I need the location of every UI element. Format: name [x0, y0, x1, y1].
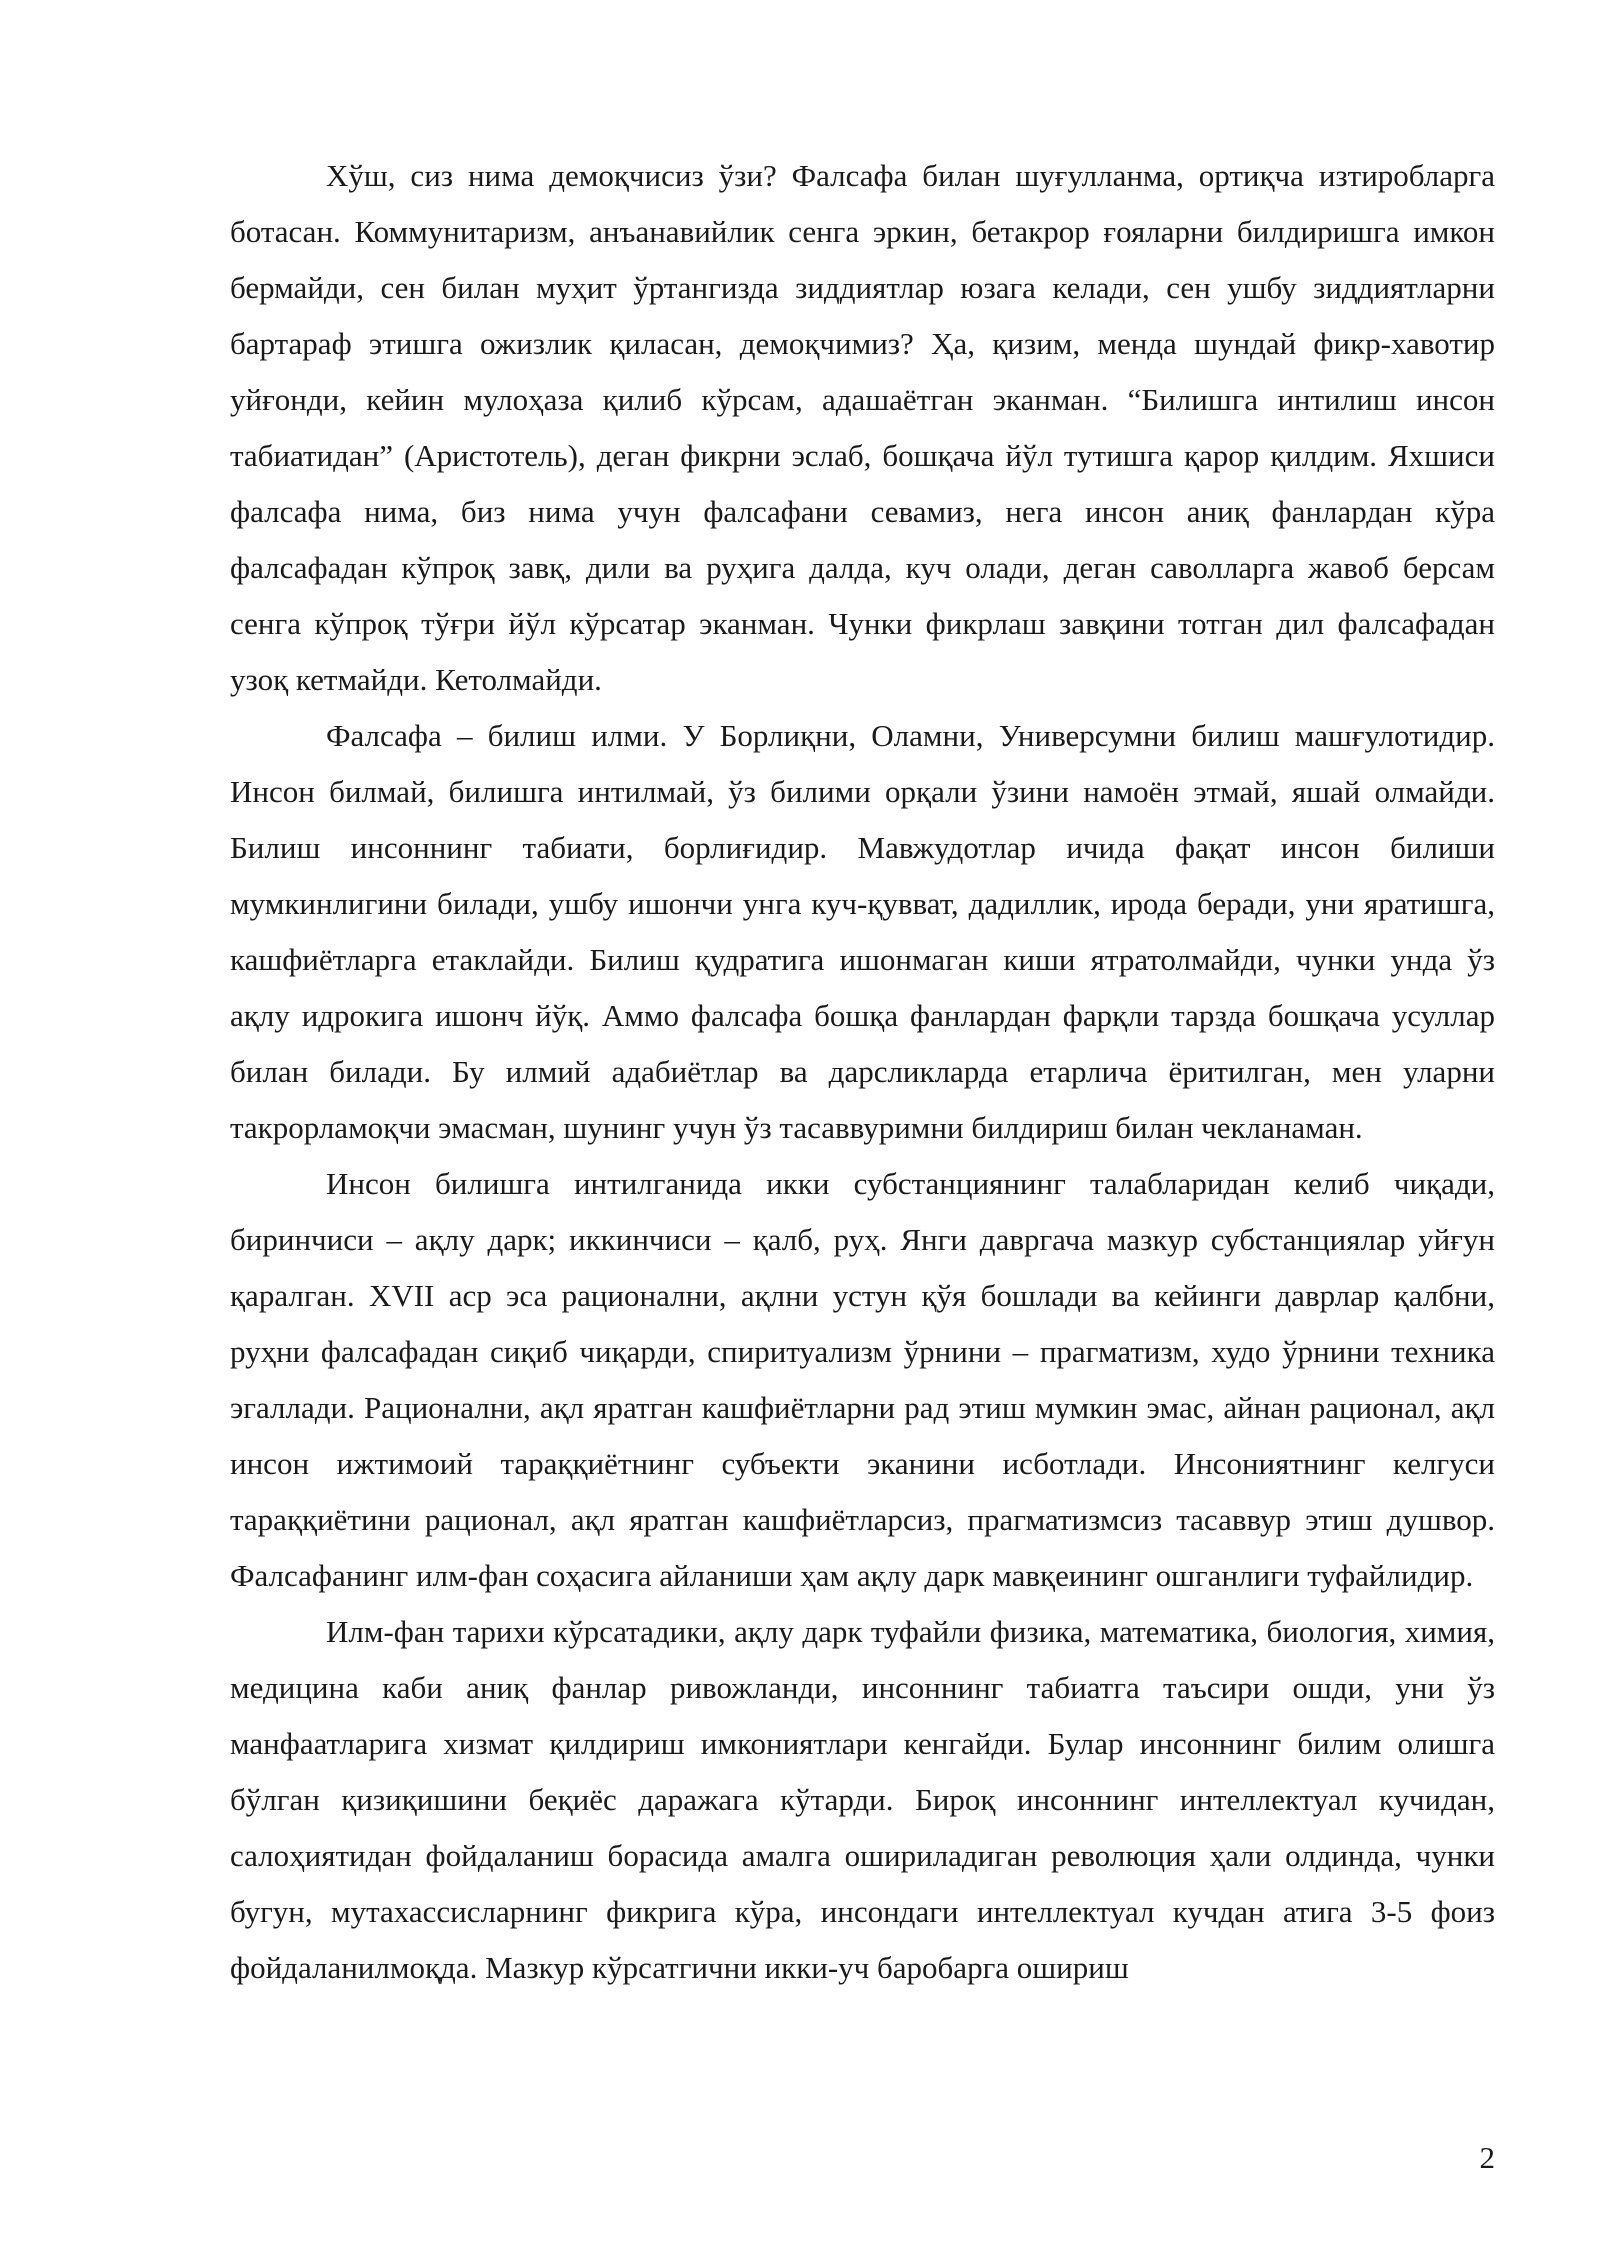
page-number: 2 [1479, 2140, 1495, 2175]
paragraph-3: Инсон билишга интилганида икки субстанциянинг талабларидан келиб чиқади, биринчиси – ақлу дарк; иккинчиси – қалб, руҳ. Янги давргача мазкур субстанциялар уйғун қаралган. XVII аср эса рационални, ақлни устун қўя бошлади ва кейинги даврлар қалбни, руҳни фалсафадан сиқиб чиқарди, спиритуализм ўрнини – прагматизм, худо ўрнини техника эгаллади. Рационални, ақл яратган кашфиётларни рад этиш мумкин эмас, айнан рационал, ақл инсон ижтимоий тараққиётнинг субъекти эканини исботлади. Инсониятнинг келгуси тараққиётини рационал, ақл яратган кашфиётларсиз, прагматизмсиз тасаввур этиш душвор. Фалсафанинг илм-фан соҳасига айланиши ҳам ақлу дарк мавқеининг ошганлиги туфайлидир. [230, 1166, 1495, 1593]
paragraph-4: Илм-фан тарихи кўрсатадики, ақлу дарк туфайли физика, математика, биология, химия, медицина каби аниқ фанлар ривожланди, инсоннинг табиатга таъсири ошди, уни ўз манфаатларига хизмат қилдириш имкониятлари кенгайди. Булар инсоннинг билим олишга бўлган қизиқишини беқиёс даражага кўтарди. Бироқ инсоннинг интеллектуал кучидан, салоҳиятидан фойдаланиш борасида амалга ошириладиган революция ҳали олдинда, чунки бугун, мутахассисларнинг фикрига кўра, инсондаги интеллектуал кучдан атига 3-5 фоиз фойдаланилмоқда. Мазкур кўрсатгични икки-уч баробарга ошириш [230, 1614, 1495, 1985]
paragraph-2: Фалсафа – билиш илми. У Борлиқни, Оламни, Универсумни билиш машғулотидир. Инсон билмай, билишга интилмай, ўз билими орқали ўзини намоён этмай, яшай олмайди. Билиш инсоннинг табиати, борлиғидир. Мавжудотлар ичида фақат инсон билиши мумкинлигини билади, ушбу ишончи унга куч-қувват, дадиллик, ирода беради, уни яратишга, кашфиётларга етаклайди. Билиш қудратига ишонмаган киши ятратолмайди, чунки унда ўз ақлу идрокига ишонч йўқ. Аммо фалсафа бошқа фанлардан фарқли тарзда бошқача усуллар билан билади. Бу илмий адабиётлар ва дарсликларда етарлича ёритилган, мен уларни такрорламоқчи эмасман, шунинг учун ўз тасаввуримни билдириш билан чекланаман. [230, 718, 1495, 1145]
document-body [230, 148, 1495, 1996]
paragraph-1: Хўш, сиз нима демоқчисиз ўзи? Фалсафа билан шуғулланма, ортиқча изтиробларга ботасан. Коммунитаризм, анъанавийлик сенга эркин, бетакрор ғояларни билдиришга имкон бермайди, сен билан муҳит ўртангизда зиддиятлар юзага келади, сен ушбу зиддиятларни бартараф этишга ожизлик қиласан, демоқчимиз? Ҳа, қизим, менда шундай фикр-хавотир уйғонди, кейин мулоҳаза қилиб кўрсам, адашаётган эканман. “Билишга интилиш инсон табиатидан” (Аристотель), деган фикрни эслаб, бошқача йўл тутишга қарор қилдим. Яхшиси фалсафа нима, биз нима учун фалсафани севамиз, нега инсон аниқ фанлардан кўра фалсафадан кўпроқ завқ, дили ва руҳига далда, куч олади, деган саволларга жавоб берсам сенга кўпроқ тўғри йўл кўрсатар эканман. Чунки фикрлаш завқини тотган дил фалсафадан узоқ кетмайди. Кетолмайди. [230, 158, 1495, 697]
